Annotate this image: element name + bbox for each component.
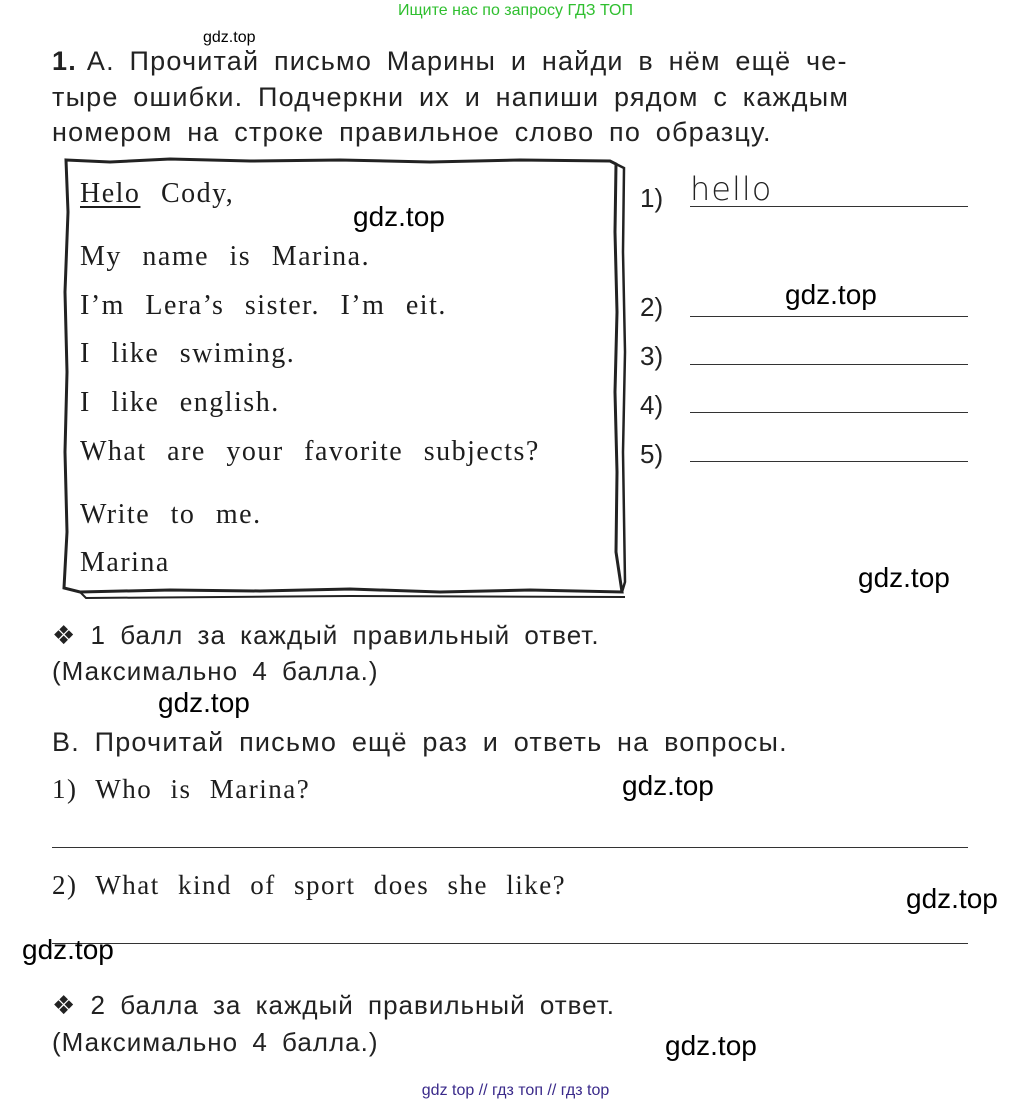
error-underlined-word: Helo [80, 178, 141, 209]
answer-handwritten: hello [690, 170, 773, 208]
score-max-a: (Максимально 4 балла.) [52, 656, 379, 686]
letter-line: My name is Marina. [80, 241, 371, 272]
answer-line[interactable] [690, 461, 968, 462]
watermark: gdz.top [665, 1030, 757, 1061]
answer-number: 2) [640, 292, 664, 322]
answer-line-q1[interactable] [52, 847, 968, 848]
watermark: gdz.top [785, 279, 877, 310]
answer-line[interactable] [690, 206, 968, 207]
watermark: gdz.top [906, 883, 998, 914]
task-a-text-1: А. Прочитай письмо Марины и найди в нём ещё че- [86, 46, 848, 76]
score-note-a: ❖ 1 балл за каждый правильный ответ. [52, 620, 600, 650]
letter-line: What are your favorite subjects? [80, 436, 540, 467]
answer-number: 3) [640, 341, 664, 371]
score-max-b: (Максимально 4 балла.) [52, 1027, 379, 1057]
footer-links: gdz top // гдз топ // гдз top [421, 1082, 610, 1099]
answer-line-q2[interactable] [52, 943, 968, 944]
answer-number: 4) [640, 390, 664, 420]
letter-frame [50, 152, 630, 602]
task-number: 1. [52, 46, 77, 76]
letter-signature: Marina [80, 547, 170, 578]
answer-number: 5) [640, 439, 664, 469]
question-2: 2) What kind of sport does she like? [52, 870, 567, 900]
watermark: gdz.top [22, 934, 114, 965]
task-b-title: В. Прочитай письмо ещё раз и ответь на вопросы. [52, 727, 788, 757]
answer-line[interactable] [690, 364, 968, 365]
answer-line[interactable] [690, 412, 968, 413]
letter-line: I like english. [80, 387, 280, 418]
watermark: gdz.top [158, 687, 250, 718]
score-note-b: ❖ 2 балла за каждый правильный ответ. [52, 990, 616, 1020]
task-a-line-2: тыре ошибки. Подчеркни их и напиши рядом с каждым [52, 82, 850, 112]
greeting-rest: Cody, [140, 178, 235, 209]
letter-line: I like swiming. [80, 338, 296, 369]
corner-watermark: gdz.top [203, 29, 256, 46]
watermark: gdz.top [622, 770, 714, 801]
letter-greeting [80, 178, 234, 210]
letter-line: Write to me. [80, 499, 262, 530]
top-banner: Ищите нас по запросу ГДЗ ТОП [398, 2, 633, 19]
answer-number: 1) [640, 183, 664, 213]
question-1: 1) Who is Marina? [52, 774, 311, 804]
watermark: gdz.top [353, 201, 445, 232]
watermark: gdz.top [858, 562, 950, 593]
task-a-line-3: номером на строке правильное слово по образцу. [52, 117, 772, 147]
letter-line: I’m Lera’s sister. I’m eit. [80, 290, 447, 321]
answer-line[interactable] [690, 316, 968, 317]
task-a-line-1 [52, 46, 848, 77]
